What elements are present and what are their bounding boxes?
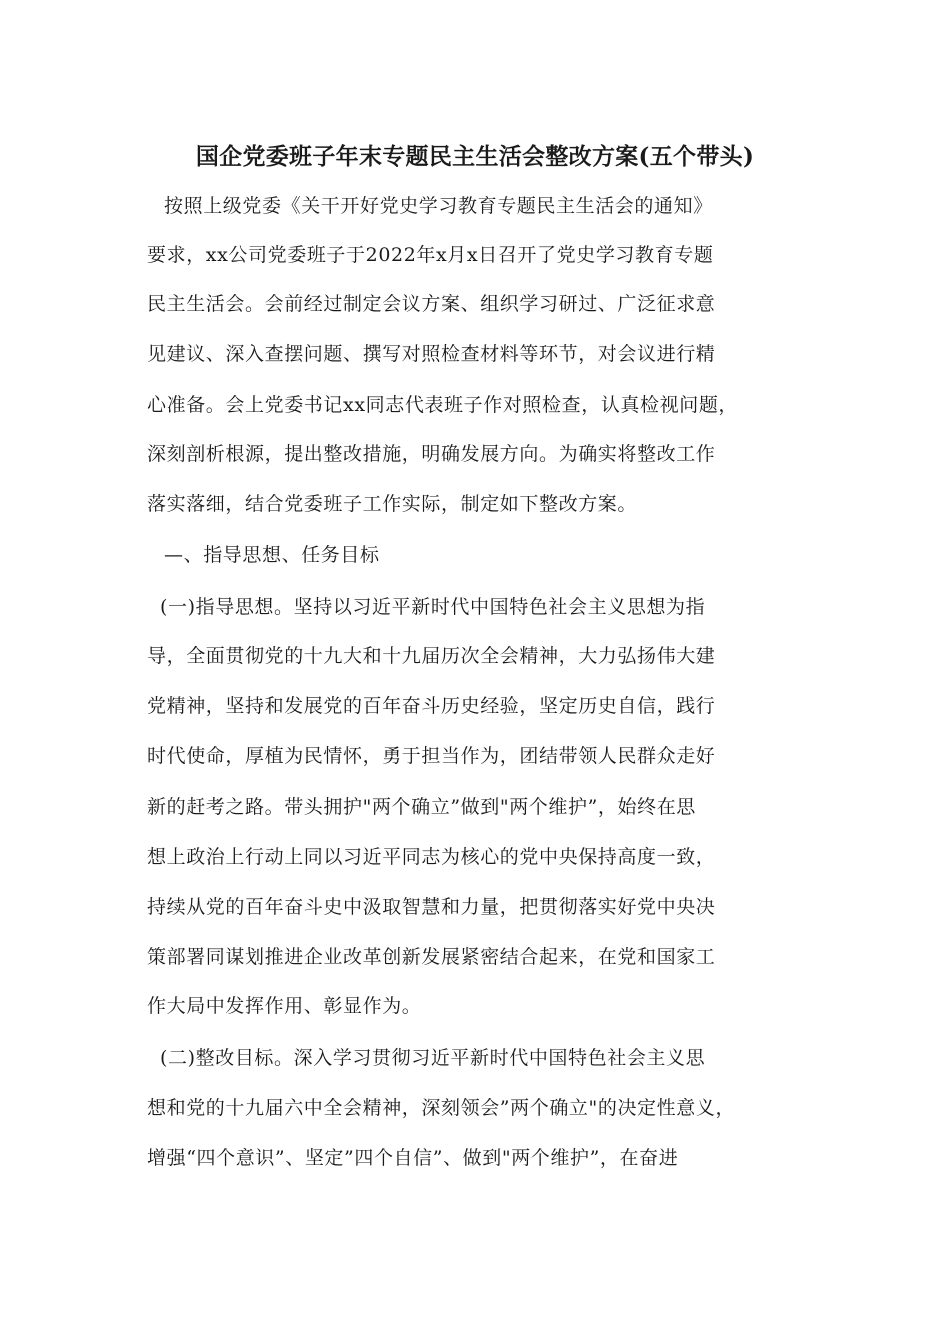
paragraph-line: 策部署同谋划推进企业改革创新发展紧密结合起来，在党和国家工 [147,946,716,968]
paragraph-line: 导，全面贯彻党的十九大和十九届历次全会精神，大力弘扬伟大建 [147,645,716,667]
paragraph-line: 时代使命，厚植为民情怀，勇于担当作为，团结带领人民群众走好 [147,745,716,767]
paragraph-line: 落实落细，结合党委班子工作实际，制定如下整改方案。 [147,493,638,515]
section-heading: —、指导思想、任务目标 [164,544,380,566]
paragraph-line: 党精神，坚持和发展党的百年奋斗历史经验，坚定历史自信，践行 [147,695,716,717]
paragraph-line: (一)指导思想。坚持以习近平新时代中国特色社会主义思想为指 [160,596,706,618]
paragraph-line: (二)整改目标。深入学习贯彻习近平新时代中国特色社会主义思 [160,1047,706,1069]
paragraph-line: 民主生活会。会前经过制定会议方案、组织学习研过、广泛征求意 [147,293,716,315]
paragraph-line: 心准备。会上党委书记xx同志代表班子作对照检查，认真检视问题， [147,394,739,416]
paragraph-line: 新的赶考之路。带头拥护"两个确立”做到"两个维护”，始终在思 [147,796,696,818]
paragraph-line: 想上政治上行动上同以习近平同志为核心的党中央保持高度一致， [147,846,716,868]
paragraph-line: 见建议、深入查摆问题、撰写对照检查材料等环节，对会议进行精 [147,343,716,365]
paragraph-line: 要求，xx公司党委班子于2022年x月x日召开了党史学习教育专题 [147,244,714,266]
document-title: 国企党委班子年末专题民主生活会整改方案(五个带头) [195,143,755,170]
paragraph-line: 增强“四个意识”、坚定”四个自信”、做到"两个维护”，在奋进 [147,1147,679,1169]
paragraph-line: 持续从党的百年奋斗史中汲取智慧和力量，把贯彻落实好党中央决 [147,896,716,918]
paragraph-line: 想和党的十九届六中全会精神，深刻领会”两个确立"的决定性意义， [147,1097,736,1119]
paragraph-line: 按照上级党委《关干开好党史学习教育专题民主生活会的通知》 [164,195,713,217]
paragraph-line: 作大局中发挥作用、彰显作为。 [147,995,422,1017]
paragraph-line: 深刻剖析根源，提出整改措施，明确发展方向。为确实将整改工作 [147,443,716,465]
